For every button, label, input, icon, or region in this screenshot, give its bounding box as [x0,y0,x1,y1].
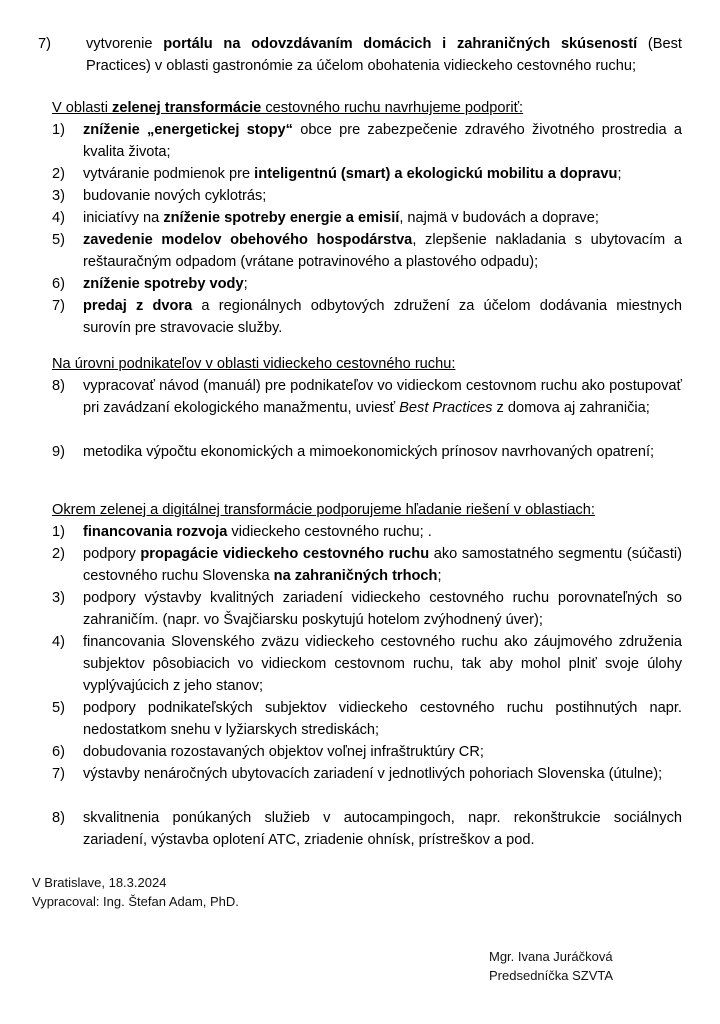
place-date: V Bratislave, 18.3.2024 [32,875,167,890]
list-item: 5) zavedenie modelov obehového hospodárstva, zlepšenie nakladania s ubytovacím a reštauračným odpadom (vrátane potravinového a plastového odpadu); [52,232,682,270]
list-item: 3) budovanie nových cyklotrás; [52,188,267,204]
prepared-by: Vypracoval: Ing. Štefan Adam, PhD. [32,894,239,909]
section-heading-solutions: Okrem zelenej a digitálnej transformácie podporujeme hľadanie riešení v oblastiach: [52,502,595,518]
signer-title: Predsedníčka SZVTA [489,968,614,983]
list-item: 1) zníženie „energetickej stopy“ obce pre zabezpečenie zdravého životného prostredia a kvalita života; [52,122,682,160]
list-item: 7) výstavby nenáročných ubytovacích zariadení v jednotlivých pohoriach Slovenska (útulne); [52,766,663,782]
list-item: 4) iniciatívy na zníženie spotreby energie a emisií, najmä v budovách a doprave; [52,210,599,226]
list-item: 1) financovania rozvoja vidieckeho cestovného ruchu; . [52,524,432,540]
list-item-text: vytvorenie portálu na odovzdávaním domácich i zahraničných skúseností (Best Practices) v oblasti gastronómie za účelom obohatenia vidieckeho cestovného ruchu; [86,36,682,74]
list-item: 5) podpory podnikateľských subjektov vidieckeho cestovného ruchu postihnutých napr. nedostatkom snehu v lyžiarskych strediskách; [52,700,682,738]
list-number: 7) [38,36,51,52]
list-item: 6) dobudovania rozostavaných objektov voľnej infraštruktúry CR; [52,744,484,760]
list-item: 4) financovania Slovenského zväzu vidieckeho cestovného ruchu ako záujmového združenia subjektov pôsobiacich vo vidieckom cestovnom ruchu, tak aby mohol plniť svoje úlohy vyplývajúcich z jeho stanov; [52,634,682,694]
list-item: 2) vytváranie podmienok pre inteligentnú (smart) a ekologickú mobilitu a dopravu; [52,166,622,182]
list-item: 6) zníženie spotreby vody; [52,276,248,292]
list-item: 9) metodika výpočtu ekonomických a mimoekonomických prínosov navrhovaných opatrení; [52,444,655,460]
list-item-portal [38,33,682,77]
list-item: 2) podpory propagácie vidieckeho cestovného ruchu ako samostatného segmentu (súčasti) cestovného ruchu Slovenska na zahraničných trhoch; [52,546,683,584]
signer-name: Mgr. Ivana Juráčková [489,949,613,964]
section-heading-green: V oblasti zelenej transformácie cestovného ruchu navrhujeme podporiť: [52,100,524,116]
list-item: 3) podpory výstavby kvalitných zariadení vidieckeho cestovného ruchu porovnateľných so zahraničím. (napr. vo Švajčiarsku poskytujú hotelom zvýhodnený úver); [52,590,682,628]
list-item: 7) predaj z dvora a regionálnych odbytových združení za účelom dodávania miestnych surovín pre stravovacie služby. [52,298,682,336]
section-heading-business: Na úrovni podnikateľov v oblasti vidieckeho cestovného ruchu: [52,356,456,372]
list-item: 8) skvalitnenia ponúkaných služieb v autocampingoch, napr. rekonštrukcie sociálnych zariadení, výstavba oplotení ATC, zriadenie ohnísk, prístreškov a pod. [52,810,682,848]
list-item: 8) vypracovať návod (manuál) pre podnikateľov vo vidieckom cestovnom ruchu ako postupovať pri zavádzaní ekologického manažmentu, uviesť Best Practices z domova aj zahraničia; [52,378,682,416]
